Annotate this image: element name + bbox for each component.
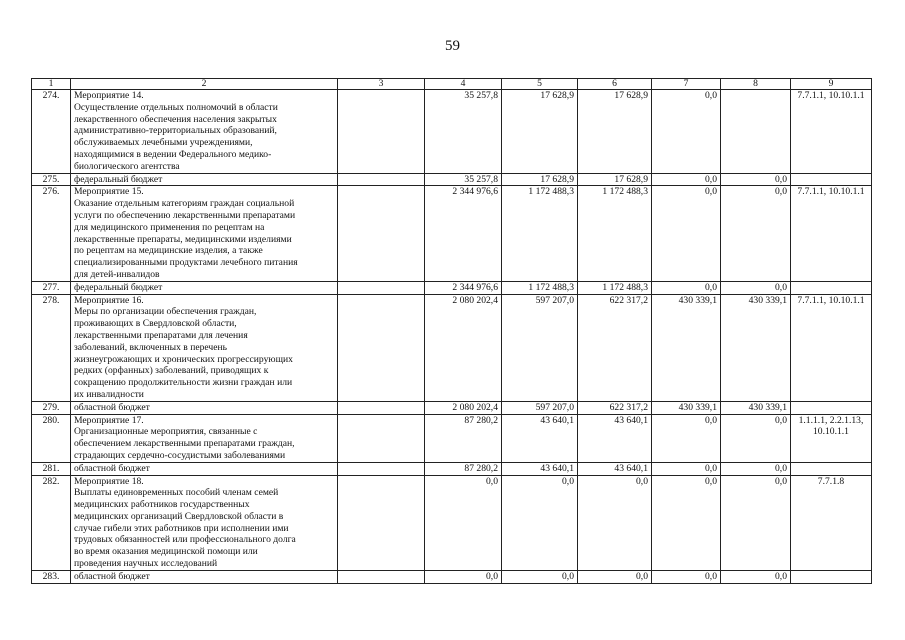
description-cell <box>71 414 338 462</box>
col5-amount-cell: 0,0 <box>502 570 578 583</box>
description-line: Меры по организации обеспечения граждан, <box>74 306 257 318</box>
description-line: областной бюджет <box>74 570 150 582</box>
description-line: биологического агентства <box>74 160 180 172</box>
description-line: областной бюджет <box>74 462 150 474</box>
col8-amount-cell: 0,0 <box>721 414 791 462</box>
page-number: 59 <box>445 38 460 54</box>
col6-amount-cell: 43 640,1 <box>578 462 652 475</box>
col5-amount-cell: 597 207,0 <box>502 294 578 401</box>
target-indicator-cell <box>791 570 872 583</box>
description-line: федеральный бюджет <box>74 173 163 185</box>
description-cell <box>71 475 338 570</box>
col5-amount-cell: 0,0 <box>502 475 578 570</box>
col3-cell <box>338 570 425 583</box>
description-line: проживающих в Свердловской области, <box>74 318 237 330</box>
row-number-cell: 278. <box>32 294 71 401</box>
col5-amount-cell: 17 628,9 <box>502 173 578 186</box>
description-line: во время оказания медицинской помощи или <box>74 546 258 558</box>
target-indicator-cell <box>791 401 872 414</box>
description-line: Мероприятие 15. <box>74 186 144 198</box>
target-indicator-cell: 1.1.1.1, 2.2.1.13, 10.10.1.1 <box>791 414 872 462</box>
target-indicator-cell <box>791 462 872 475</box>
col7-amount-cell: 0,0 <box>652 414 721 462</box>
description-cell <box>71 294 338 401</box>
description-line: услуги по обеспечению лекарственными препаратами <box>74 209 296 221</box>
col6-amount-cell: 622 317,2 <box>578 294 652 401</box>
col3-cell <box>338 90 425 174</box>
table-body <box>32 79 872 584</box>
row-number-cell: 276. <box>32 186 71 281</box>
col3-cell <box>338 173 425 186</box>
target-indicator-cell: 7.7.1.1, 10.10.1.1 <box>791 90 872 174</box>
target-indicator-cell <box>791 173 872 186</box>
description-line: Организационные мероприятия, связанные с <box>74 426 258 438</box>
description-line: Мероприятие 16. <box>74 294 144 306</box>
col3-cell <box>338 294 425 401</box>
col3-cell <box>338 401 425 414</box>
header-cell: 1 <box>32 79 71 90</box>
col3-cell <box>338 186 425 281</box>
description-cell <box>71 281 338 294</box>
budget-table <box>31 78 872 584</box>
table-row <box>32 462 872 475</box>
header-cell: 9 <box>791 79 872 90</box>
col4-amount-cell: 35 257,8 <box>425 90 502 174</box>
col6-amount-cell: 17 628,9 <box>578 173 652 186</box>
col4-amount-cell: 0,0 <box>425 475 502 570</box>
description-line: Осуществление отдельных полномочий в области <box>74 101 278 113</box>
col8-amount-cell: 430 339,1 <box>721 401 791 414</box>
description-line: Выплаты единовременных пособий членам семей <box>74 487 279 499</box>
header-cell: 3 <box>338 79 425 90</box>
col3-cell <box>338 462 425 475</box>
table-row <box>32 401 872 414</box>
row-number-cell: 279. <box>32 401 71 414</box>
col8-amount-cell: 0,0 <box>721 186 791 281</box>
description-line: медицинских работников государственных <box>74 499 250 511</box>
description-line: по рецептам на медицинские изделия, а также <box>74 245 263 257</box>
description-line: медицинских организаций Свердловской области в <box>74 510 284 522</box>
col4-amount-cell: 2 080 202,4 <box>425 401 502 414</box>
header-cell: 8 <box>721 79 791 90</box>
col7-amount-cell: 430 339,1 <box>652 401 721 414</box>
table-row <box>32 173 872 186</box>
col5-amount-cell: 17 628,9 <box>502 90 578 174</box>
description-line: Мероприятие 14. <box>74 90 144 101</box>
col6-amount-cell: 1 172 488,3 <box>578 281 652 294</box>
target-indicator-cell: 7.7.1.1, 10.10.1.1 <box>791 186 872 281</box>
col5-amount-cell: 43 640,1 <box>502 462 578 475</box>
description-line: заболеваний, включенных в перечень <box>74 341 228 353</box>
table-row <box>32 570 872 583</box>
col4-amount-cell: 35 257,8 <box>425 173 502 186</box>
col6-amount-cell: 0,0 <box>578 570 652 583</box>
col5-amount-cell: 597 207,0 <box>502 401 578 414</box>
header-cell: 6 <box>578 79 652 90</box>
col8-amount-cell: 430 339,1 <box>721 294 791 401</box>
col6-amount-cell: 43 640,1 <box>578 414 652 462</box>
col7-amount-cell: 430 339,1 <box>652 294 721 401</box>
description-cell <box>71 401 338 414</box>
description-line: Мероприятие 17. <box>74 414 144 426</box>
description-line: жизнеугрожающих и хронических прогрессирующих <box>74 353 293 365</box>
col7-amount-cell: 0,0 <box>652 281 721 294</box>
col3-cell <box>338 475 425 570</box>
col4-amount-cell: 2 080 202,4 <box>425 294 502 401</box>
description-line: сокращению продолжительности жизни граждан или <box>74 377 293 389</box>
description-line: Мероприятие 18. <box>74 475 144 487</box>
description-line: для медицинского применения по рецептам на <box>74 221 265 233</box>
header-cell: 2 <box>71 79 338 90</box>
col5-amount-cell: 1 172 488,3 <box>502 186 578 281</box>
description-cell <box>71 186 338 281</box>
col8-amount-cell <box>721 90 791 174</box>
description-cell <box>71 570 338 583</box>
table-row <box>32 475 872 570</box>
description-line: административно-территориальных образований, <box>74 125 277 137</box>
row-number-cell: 275. <box>32 173 71 186</box>
col4-amount-cell: 0,0 <box>425 570 502 583</box>
header-cell: 7 <box>652 79 721 90</box>
col8-amount-cell: 0,0 <box>721 475 791 570</box>
col8-amount-cell: 0,0 <box>721 462 791 475</box>
row-number-cell: 282. <box>32 475 71 570</box>
col6-amount-cell: 0,0 <box>578 475 652 570</box>
description-line: страдающих сердечно-сосудистыми заболеваниями <box>74 449 286 461</box>
table-row <box>32 281 872 294</box>
description-line: федеральный бюджет <box>74 281 163 293</box>
row-number-cell: 280. <box>32 414 71 462</box>
col8-amount-cell: 0,0 <box>721 173 791 186</box>
col4-amount-cell: 87 280,2 <box>425 462 502 475</box>
table-row <box>32 294 872 401</box>
description-line: лекарственного обеспечения населения закрытых <box>74 113 277 125</box>
description-line: обслуживаемых лечебными учреждениями, <box>74 137 253 149</box>
header-cell: 5 <box>502 79 578 90</box>
header-row <box>32 79 872 90</box>
row-number-cell: 274. <box>32 90 71 174</box>
table-row <box>32 414 872 462</box>
description-line: Оказание отдельным категориям граждан социальной <box>74 198 295 210</box>
description-cell <box>71 90 338 174</box>
description-cell <box>71 173 338 186</box>
col4-amount-cell: 2 344 976,6 <box>425 186 502 281</box>
col5-amount-cell: 1 172 488,3 <box>502 281 578 294</box>
description-line: проведения научных исследований <box>74 558 218 570</box>
description-line: для детей-инвалидов <box>74 268 160 280</box>
col8-amount-cell: 0,0 <box>721 281 791 294</box>
description-line: обеспечением лекарственными препаратами граждан, <box>74 438 295 450</box>
description-cell <box>71 462 338 475</box>
col3-cell <box>338 414 425 462</box>
col3-cell <box>338 281 425 294</box>
description-line: специализированными продуктами лечебного питания <box>74 257 298 269</box>
target-indicator-cell <box>791 281 872 294</box>
description-line: трудовых обязанностей или профессионального долга <box>74 534 296 546</box>
description-line: находящимися в ведении Федерального медико- <box>74 148 272 160</box>
description-line: случае гибели этих работников при исполнении ими <box>74 522 289 534</box>
col6-amount-cell: 1 172 488,3 <box>578 186 652 281</box>
header-cell: 4 <box>425 79 502 90</box>
row-number-cell: 283. <box>32 570 71 583</box>
table-row <box>32 186 872 281</box>
row-number-cell: 277. <box>32 281 71 294</box>
col5-amount-cell: 43 640,1 <box>502 414 578 462</box>
col7-amount-cell: 0,0 <box>652 90 721 174</box>
target-indicator-cell: 7.7.1.1, 10.10.1.1 <box>791 294 872 401</box>
col7-amount-cell: 0,0 <box>652 173 721 186</box>
col4-amount-cell: 2 344 976,6 <box>425 281 502 294</box>
target-indicator-cell: 7.7.1.8 <box>791 475 872 570</box>
description-line: их инвалидности <box>74 388 144 400</box>
description-line: областной бюджет <box>74 401 150 413</box>
row-number-cell: 281. <box>32 462 71 475</box>
table-row <box>32 90 872 174</box>
description-line: редких (орфанных) заболеваний, приводящих к <box>74 365 269 377</box>
col8-amount-cell: 0,0 <box>721 570 791 583</box>
col7-amount-cell: 0,0 <box>652 186 721 281</box>
col7-amount-cell: 0,0 <box>652 462 721 475</box>
col6-amount-cell: 622 317,2 <box>578 401 652 414</box>
description-line: лекарственные препараты, медицинскими изделиями <box>74 233 292 245</box>
col7-amount-cell: 0,0 <box>652 570 721 583</box>
col6-amount-cell: 17 628,9 <box>578 90 652 174</box>
col4-amount-cell: 87 280,2 <box>425 414 502 462</box>
description-line: лекарственными препаратами для лечения <box>74 329 248 341</box>
col7-amount-cell: 0,0 <box>652 475 721 570</box>
